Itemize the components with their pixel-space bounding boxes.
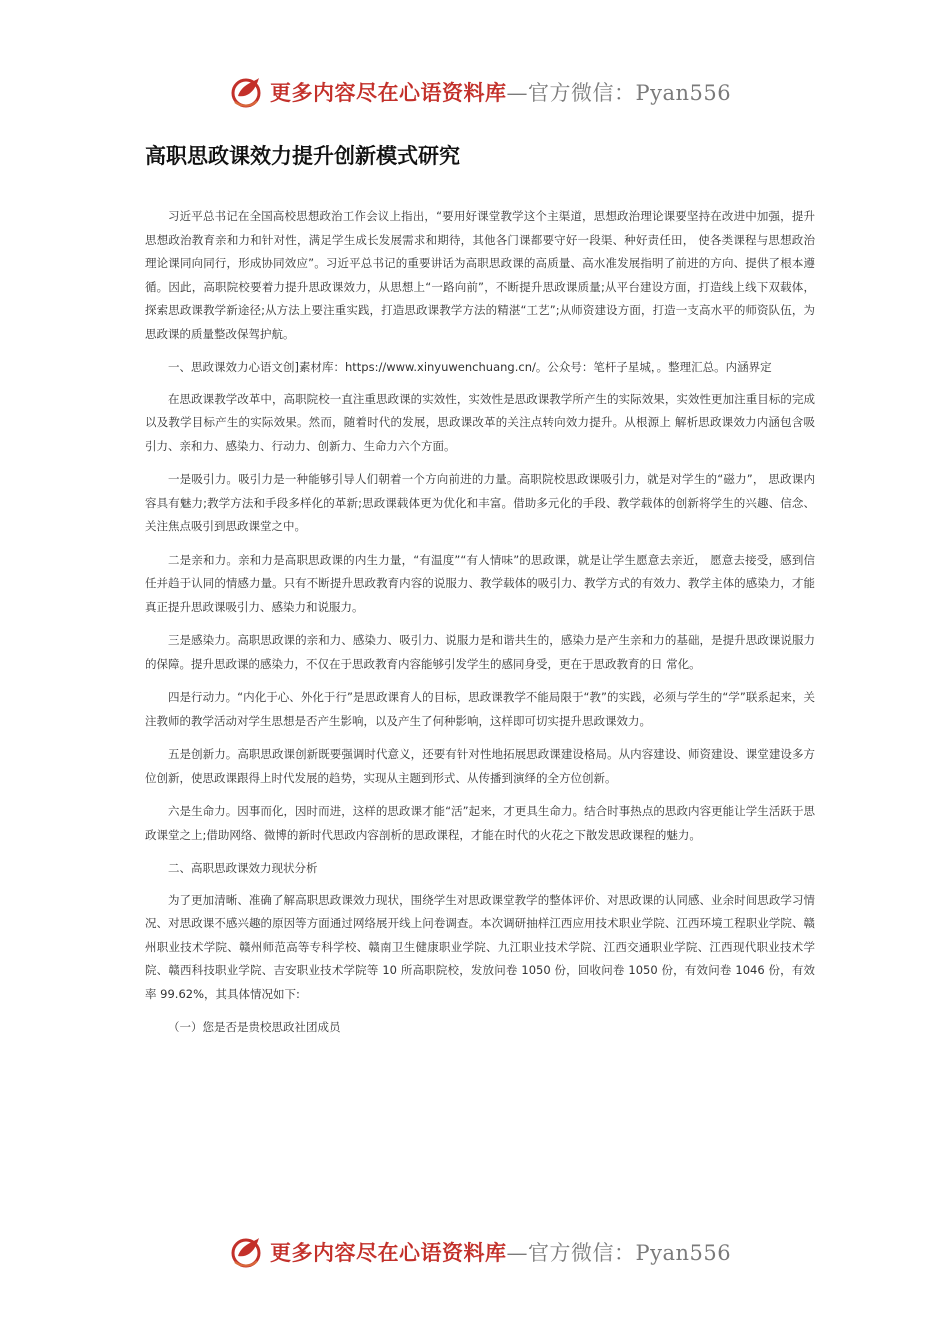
subsection-heading-1: （一）您是否是贵校思政社团成员	[168, 1020, 341, 1034]
banner-red-text: 更多内容尽在心语资料库	[270, 1240, 507, 1265]
banner-gray-text: —官方微信：Pyan556	[506, 81, 732, 105]
document-title: 高职思政课效力提升创新模式研究	[145, 144, 460, 168]
banner-gray-text: —官方微信：Pyan556	[506, 1241, 732, 1265]
header-banner	[226, 70, 746, 114]
paragraph-affinity: 二是亲和力。亲和力是高职思政课的内生力量，“有温度”“有人情味”的思政课，就是让学生愿意去亲近， 愿意去接受，感到信任并趋于认同的情感力量。只有不断提升思政教育内容的说服力、教学载体的吸引力、教学方式的有效力、教学主体的感染力，才能真正提升思政课吸引力、感染力和说服力。	[145, 552, 815, 614]
banner-text	[270, 77, 731, 107]
paragraph-action: 四是行动力。“内化于心、外化于行”是思政课育人的目标，思政课教学不能局限于“教”的实践，必须与学生的“学”联系起来，关注教师的教学活动对学生思想是否产生影响，以及产生了何种影响，这样即可切实提升思政课效力。	[145, 690, 815, 728]
banner-red-text: 更多内容尽在心语资料库	[270, 80, 507, 105]
document-body	[145, 205, 815, 1050]
section-heading-2: 二、高职思政课效力现状分析	[168, 861, 318, 875]
paragraph-vitality: 六是生命力。因事而化，因时而进，这样的思政课才能“活”起来，才更具生命力。结合时事热点的思政内容更能让学生活跃于思政课堂之上;借助网络、微博的新时代思政内容剖析的思政课程，才能在时代的火花之下散发思政课程的魅力。	[145, 804, 815, 842]
swirl-leaf-logo-icon	[226, 1232, 266, 1272]
section-heading-1: 一、思政课效力心语文创]素材库：https://www.xinyuwenchuang.cn/。公众号：笔杆子星城，。整理汇总。内涵界定	[168, 360, 772, 374]
paragraph-definition: 在思政课教学改革中，高职院校一直注重思政课的实效性，实效性是思政课教学所产生的实际效果，实效性更加注重目标的完成以及教学目标产生的实际效果。然而，随着时代的发展，思政课改革的关注点转向效力提升。从根源上 解析思政课效力内涵包含吸引力、亲和力、感染力、行动力、创新力、生命力六个方面。	[145, 391, 815, 453]
paragraph-intro: 习近平总书记在全国高校思想政治工作会议上指出，“要用好课堂教学这个主渠道，思想政治理论课要坚持在改进中加强，提升思想政治教育亲和力和针对性，满足学生成长发展需求和期待，其他各门课都要守好一段渠、种好责任田， 使各类课程与思想政治理论课同向同行，形成协同效应”。习近平总书记的重要讲话为高职思政课的高质量、高水准发展指明了前进的方向、提供了根本遵循。因此，高职院校要着力提升思政课效力，从思想上“一路向前”，不断提升思政课质量;从平台建设方面，打造线上线下双载体，探索思政课教学新途径;从方法上要注重实践，打造思政课教学方法的精湛“工艺”;从师资建设方面，打造一支高水平的师资队伍，为思政课的质量整改保驾护航。	[145, 209, 815, 341]
paragraph-attraction: 一是吸引力。吸引力是一种能够引导人们朝着一个方向前进的力量。高职院校思政课吸引力，就是对学生的“磁力”， 思政课内容具有魅力;教学方法和手段多样化的革新;思政课载体更为优化和丰富。借助多元化的手段、教学载体的创新将学生的兴趣、信念、关注焦点吸引到思政课堂之中。	[145, 472, 815, 533]
swirl-leaf-logo-icon	[226, 72, 266, 112]
banner-text	[270, 1237, 731, 1267]
paragraph-infection: 三是感染力。高职思政课的亲和力、感染力、吸引力、说服力是和谐共生的，感染力是产生亲和力的基础，是提升思政课说服力的保障。提升思政课的感染力，不仅在于思政教育内容能够引发学生的感同身受，更在于思政教育的日 常化。	[145, 633, 815, 671]
paragraph-innovation: 五是创新力。高职思政课创新既要强调时代意义，还要有针对性地拓展思政课建设格局。从内容建设、师资建设、课堂建设多方位创新，使思政课跟得上时代发展的趋势，实现从主题到形式、从传播到演绎的全方位创新。	[145, 747, 815, 785]
paragraph-survey: 为了更加清晰、准确了解高职思政课效力现状，围绕学生对思政课堂教学的整体评价、对思政课的认同感、业余时间思政学习情况、对思政课不感兴趣的原因等方面通过网络展开线上问卷调查。本次调研抽样江西应用技术职业学院、江西环境工程职业学院、赣州职业技术学院、赣州师范高等专科学校、赣南卫生健康职业学院、九江职业技术学院、江西交通职业学院、江西现代职业技术学院、赣西科技职业学院、吉安职业技术学院等 10 所高职院校，发放问卷 1050 份，回收问卷 1050 份，有效问卷 1046 份，有效率 99.62%，其具体情况如下:	[145, 892, 815, 1001]
footer-banner	[226, 1230, 746, 1274]
